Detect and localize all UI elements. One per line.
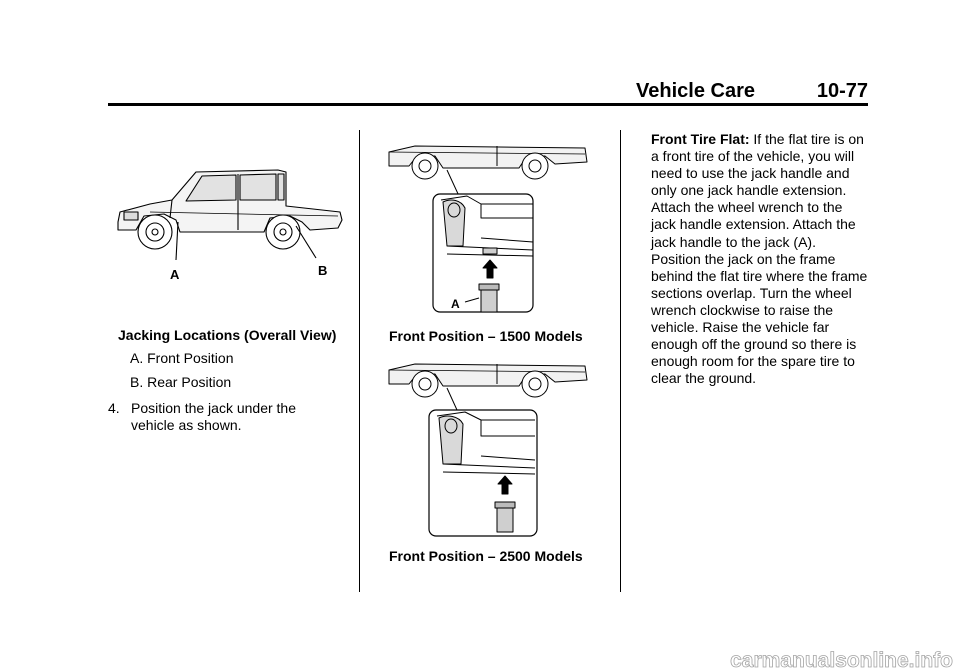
label-a: A <box>451 297 460 311</box>
step-4 <box>108 400 338 434</box>
page-number: 10-77 <box>816 80 868 102</box>
label-b: B <box>318 263 328 278</box>
step-number: 4. <box>108 400 120 416</box>
column-divider-2 <box>620 130 621 592</box>
figure2-caption: Front Position – 1500 Models <box>389 328 583 344</box>
figure3-caption: Front Position – 2500 Models <box>389 548 583 564</box>
column-divider-1 <box>359 130 360 592</box>
list-item: A. Front Position <box>130 350 234 366</box>
jack-position-1500-illustration <box>385 138 595 318</box>
front-tire-flat-heading: Front Tire Flat: <box>651 131 750 147</box>
label-a: A <box>170 267 180 282</box>
header-rule <box>108 103 868 106</box>
front-tire-flat-paragraph <box>651 131 869 387</box>
figure1-caption: Jacking Locations (Overall View) <box>118 327 337 343</box>
step-text: Position the jack under the vehicle as shown. <box>131 400 296 433</box>
watermark <box>575 645 955 671</box>
suv-overall-illustration <box>110 160 350 285</box>
jack-position-2500-illustration <box>385 356 595 540</box>
watermark-text: carmanualsonline.info <box>730 649 953 671</box>
front-tire-flat-text: If the flat tire is on a front tire of the vehicle, you will need to use the jack handle and only one jack handle extension. Attach the wheel wrench to the jack handle extension. Attach the jack handle to the jack (A). Position the jack on the frame behind the flat tire where the frame sections overlap. Turn the wheel wrench clockwise to raise the vehicle. Raise the vehicle far enough off the ground so there is enough room for the spare tire to clear the ground. <box>651 131 868 387</box>
section-title: Vehicle Care <box>636 80 755 102</box>
list-item: B. Rear Position <box>130 374 232 390</box>
